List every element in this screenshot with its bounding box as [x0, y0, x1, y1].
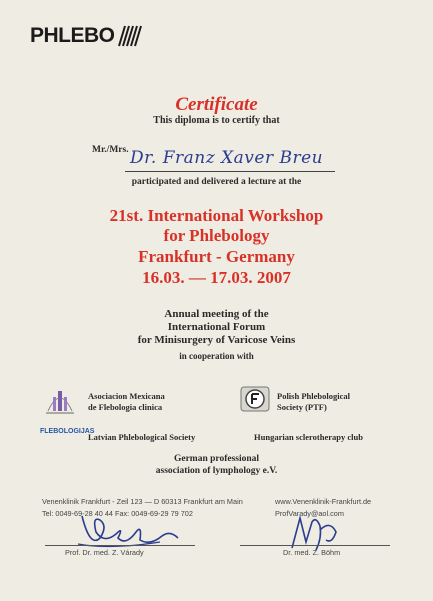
meeting-line-2: International Forum [167, 321, 266, 333]
participated-text: participated and delivered a lecture at the [131, 177, 302, 187]
recipient-name: Dr. Franz Xaver Breu [130, 148, 324, 168]
name-underline [125, 171, 335, 172]
left-signatory: Prof. Dr. med. Z. Várady [65, 548, 144, 557]
polish-society-line-2: Society (PTF) [277, 402, 327, 412]
mexican-society-line-1: Asociacion Mexicana [88, 391, 165, 401]
right-signature-line [240, 545, 390, 546]
workshop-subject: for Phlebology [163, 226, 270, 245]
german-association-line-2: association of lymphology e.V. [155, 466, 278, 476]
address-line: Venenklinik Frankfurt - Zeil 123 — D 60313 Frankfurt am Main [42, 497, 243, 506]
recipient-label: Mr./Mrs. [92, 145, 129, 155]
email-text: ProfVarady@aol.com [275, 509, 344, 518]
phlebo-logo [30, 24, 145, 48]
workshop-dates: 16.03. — 17.03. 2007 [142, 268, 291, 287]
polish-society [277, 391, 350, 413]
workshop-location: Frankfurt - Germany [138, 247, 295, 266]
cooperation-text: in cooperation with [179, 351, 254, 361]
phone-fax-line: Tel: 0049-69-28 40 44 Fax: 0049-69-29 79 702 [42, 509, 193, 518]
mexican-society-logo-icon [40, 383, 80, 417]
latvian-society-logo [40, 428, 95, 442]
logo-stripes-icon [115, 24, 145, 48]
certificate-title: Certificate [175, 94, 258, 115]
workshop-title: 21st. International Workshop [109, 206, 324, 225]
meeting-line-1: Annual meeting of the [164, 308, 269, 320]
mexican-society-line-2: de Flebologia clinica [88, 402, 163, 412]
meeting-line-3: for Minisurgery of Varicose Veins [137, 334, 296, 346]
certificate-subtitle: This diploma is to certify that [153, 115, 280, 126]
german-association-line-1: German professional [173, 454, 260, 464]
hungarian-club: Hungarian sclerotherapy club [254, 432, 363, 442]
polish-society-line-1: Polish Phlebological [277, 391, 350, 401]
polish-society-logo-icon [240, 386, 270, 412]
right-signatory: Dr. med. Z. Böhm [283, 548, 341, 557]
website-text: www.Venenklinik-Frankfurt.de [275, 497, 372, 506]
latvian-society: Latvian Phlebological Society [88, 432, 196, 442]
left-signature-icon [70, 508, 190, 553]
latvian-logo-text: FLEBOLOGIJAS [40, 428, 95, 435]
mexican-society [88, 391, 165, 413]
left-signature-line [45, 545, 195, 546]
logo-text: PHLEBO [30, 24, 115, 47]
